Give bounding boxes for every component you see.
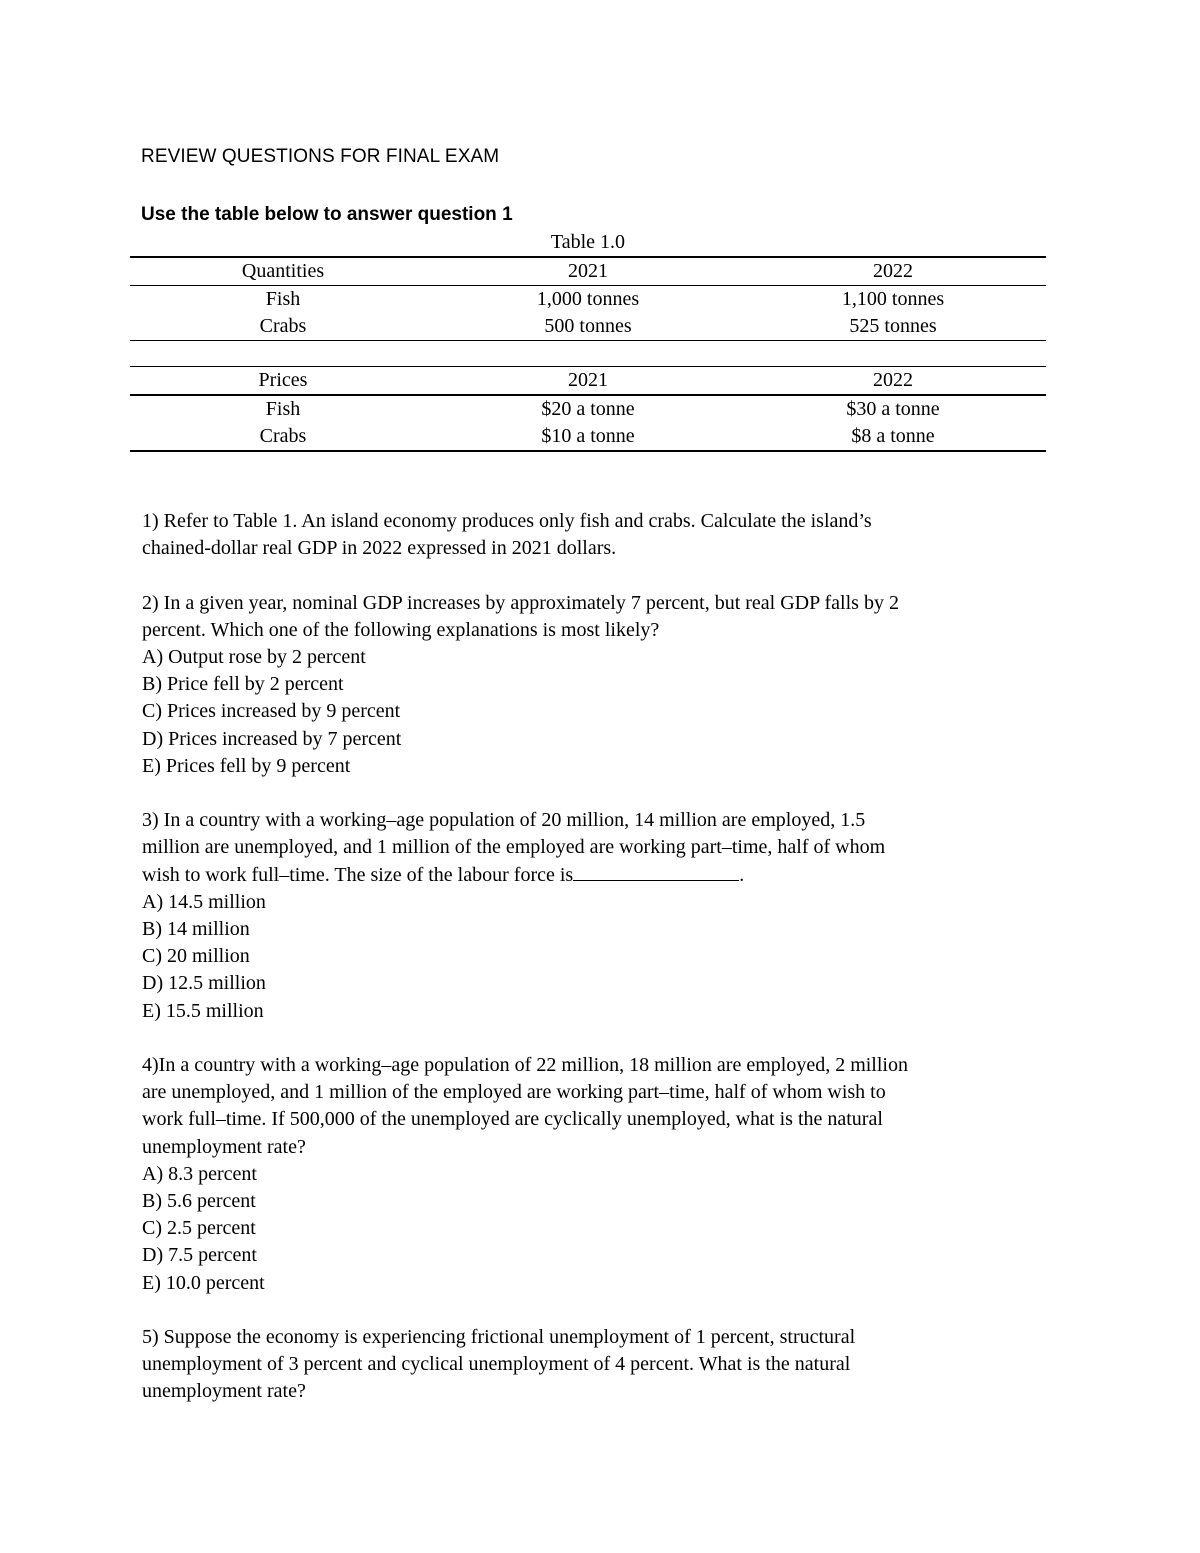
table-row xyxy=(130,313,1046,340)
answer-option: B) 14 million xyxy=(142,918,250,941)
table-bottom-rule xyxy=(130,450,1046,452)
page-title: REVIEW QUESTIONS FOR FINAL EXAM xyxy=(141,146,500,167)
answer-option: D) 7.5 percent xyxy=(142,1244,257,1267)
table-cell: 500 tonnes xyxy=(544,315,632,337)
answer-option: A) 8.3 percent xyxy=(142,1162,257,1185)
table-row xyxy=(130,394,1046,423)
header-cell: Prices xyxy=(258,369,308,391)
table-cell: $20 a tonne xyxy=(541,398,635,420)
table-header-row xyxy=(130,256,1046,285)
table-cell: Crabs xyxy=(259,315,307,337)
answer-option: D) 12.5 million xyxy=(142,972,266,995)
table-caption: Table 1.0 xyxy=(550,231,626,253)
answer-option: E) 15.5 million xyxy=(142,999,264,1022)
header-cell: 2021 xyxy=(568,369,608,391)
question-text-line: million are unemployed, and 1 million of the employed are working part–time, half of whom xyxy=(142,836,886,859)
question-text-line: unemployment rate? xyxy=(142,1380,306,1403)
prices-table xyxy=(130,366,1046,452)
question-text-line: 4)In a country with a working–age population of 22 million, 18 million are employed, 2 million xyxy=(142,1054,908,1077)
question-text-line-with-blank xyxy=(142,862,1062,889)
header-cell: 2021 xyxy=(568,260,608,282)
question-text-line: 1) Refer to Table 1. An island economy produces only fish and crabs. Calculate the island’s xyxy=(142,510,872,532)
table-cell: 1,000 tonnes xyxy=(536,288,640,310)
answer-blank xyxy=(573,862,739,881)
answer-option: E) 10.0 percent xyxy=(142,1271,265,1294)
question-text-line: 2) In a given year, nominal GDP increases by approximately 7 percent, but real GDP falls by 2 xyxy=(142,591,899,614)
table-cell: Fish xyxy=(265,398,301,420)
table-cell: Crabs xyxy=(259,425,307,447)
header-cell: 2022 xyxy=(873,260,913,282)
answer-option: C) Prices increased by 9 percent xyxy=(142,700,401,723)
table-header-row xyxy=(130,366,1046,394)
question-text-line: chained-dollar real GDP in 2022 expressed in 2021 dollars. xyxy=(142,537,617,560)
answer-option: E) Prices fell by 9 percent xyxy=(142,754,351,777)
table-cell: 1,100 tonnes xyxy=(841,288,945,310)
question-4 xyxy=(142,1052,1062,1297)
table-row xyxy=(130,423,1046,450)
question-5 xyxy=(142,1324,1062,1406)
table-spacer-row xyxy=(130,340,1046,368)
question-text-line: 3) In a country with a working–age population of 20 million, 14 million are employed, 1.5 xyxy=(142,809,866,832)
question-2 xyxy=(142,590,1062,780)
header-cell: 2022 xyxy=(873,369,913,391)
answer-option: D) Prices increased by 7 percent xyxy=(142,727,402,750)
answer-option: C) 20 million xyxy=(142,945,250,968)
answer-option: A) Output rose by 2 percent xyxy=(142,646,366,668)
answer-option: A) 14.5 million xyxy=(142,890,266,913)
question-text: wish to work full–time. The size of the labour force is xyxy=(142,863,574,886)
questions-section xyxy=(142,508,1062,1433)
question-text-line: unemployment rate? xyxy=(142,1135,306,1158)
table-cell: 525 tonnes xyxy=(849,315,937,337)
header-cell: Quantities xyxy=(241,260,325,282)
table-cell: $30 a tonne xyxy=(846,398,940,420)
question-text-line: 5) Suppose the economy is experiencing frictional unemployment of 1 percent, structural xyxy=(142,1326,856,1349)
question-text-line: unemployment of 3 percent and cyclical unemployment of 4 percent. What is the natural xyxy=(142,1353,851,1376)
table-cell: Fish xyxy=(265,288,301,310)
quantities-table xyxy=(130,256,1046,368)
table-cell: $8 a tonne xyxy=(851,425,935,447)
question-1 xyxy=(142,508,1062,562)
answer-option: C) 2.5 percent xyxy=(142,1217,256,1240)
table-instruction: Use the table below to answer question 1 xyxy=(141,204,513,225)
table-cell: $10 a tonne xyxy=(541,425,635,447)
question-3 xyxy=(142,807,1062,1025)
answer-option: B) 5.6 percent xyxy=(142,1190,256,1213)
question-text-line: are unemployed, and 1 million of the employed are working part–time, half of whom wish to xyxy=(142,1081,886,1104)
table-row xyxy=(130,285,1046,313)
answer-option: B) Price fell by 2 percent xyxy=(142,673,344,696)
question-text-suffix: . xyxy=(739,863,745,886)
question-text-line: percent. Which one of the following explanations is most likely? xyxy=(142,618,660,641)
question-text-line: work full–time. If 500,000 of the unemployed are cyclically unemployed, what is the natural xyxy=(142,1108,883,1131)
